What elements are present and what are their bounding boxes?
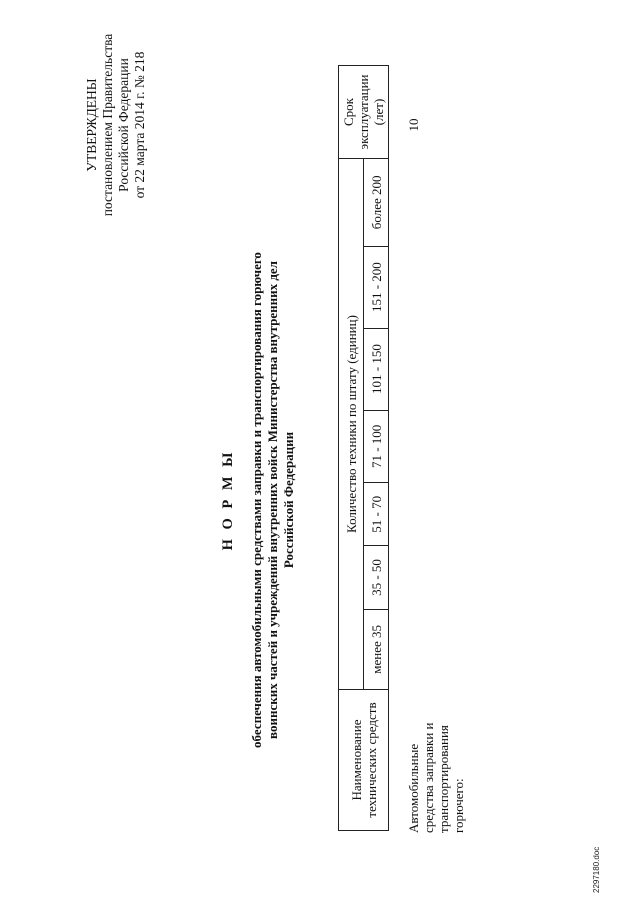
file-reference: 2297180.doc xyxy=(592,846,601,893)
approval-line-2: Российской Федерации xyxy=(116,58,131,192)
norms-table xyxy=(338,65,389,831)
title-block xyxy=(220,185,297,815)
approval-date-line xyxy=(132,25,148,225)
header-quantity-col: 101 - 150 xyxy=(364,328,389,410)
table-row-name: Автомобильные средства заправки и транспортирования горючего: xyxy=(406,722,466,833)
table-header-row xyxy=(339,66,364,831)
header-term: Срок эксплуатации (лет) xyxy=(339,66,389,159)
approval-stamp xyxy=(84,25,148,225)
subtitle-line-1: обеспечения автомобильными средствами заправки и транспортирования горючего xyxy=(249,252,264,748)
document-subtitle xyxy=(249,185,297,815)
header-name: Наименование технических средств xyxy=(339,690,389,831)
header-quantity-col: 71 - 100 xyxy=(364,410,389,483)
header-quantity-col: 51 - 70 xyxy=(364,483,389,546)
document-title: Н О Р М Ы xyxy=(220,449,236,551)
header-quantity-col: 151 - 200 xyxy=(364,246,389,328)
header-quantity-col: 35 - 50 xyxy=(364,546,389,609)
approval-line-1: постановлением Правительства xyxy=(100,33,115,217)
approval-heading: УТВЕРЖДЕНЫ xyxy=(84,78,99,172)
header-quantity-group: Количество техники по штату (единиц) xyxy=(339,159,364,690)
approval-number: № 218 xyxy=(132,51,147,89)
header-quantity-col: более 200 xyxy=(364,159,389,247)
subtitle-line-2: воинских частей и учреждений внутренних войск Министерства внутренних дел xyxy=(265,261,280,739)
header-quantity-col: менее 35 xyxy=(364,609,389,689)
subtitle-line-3: Российской Федерации xyxy=(281,431,296,569)
approval-date: от 22 марта 2014 г. xyxy=(132,91,147,199)
table-row-term: 10 xyxy=(406,118,421,132)
